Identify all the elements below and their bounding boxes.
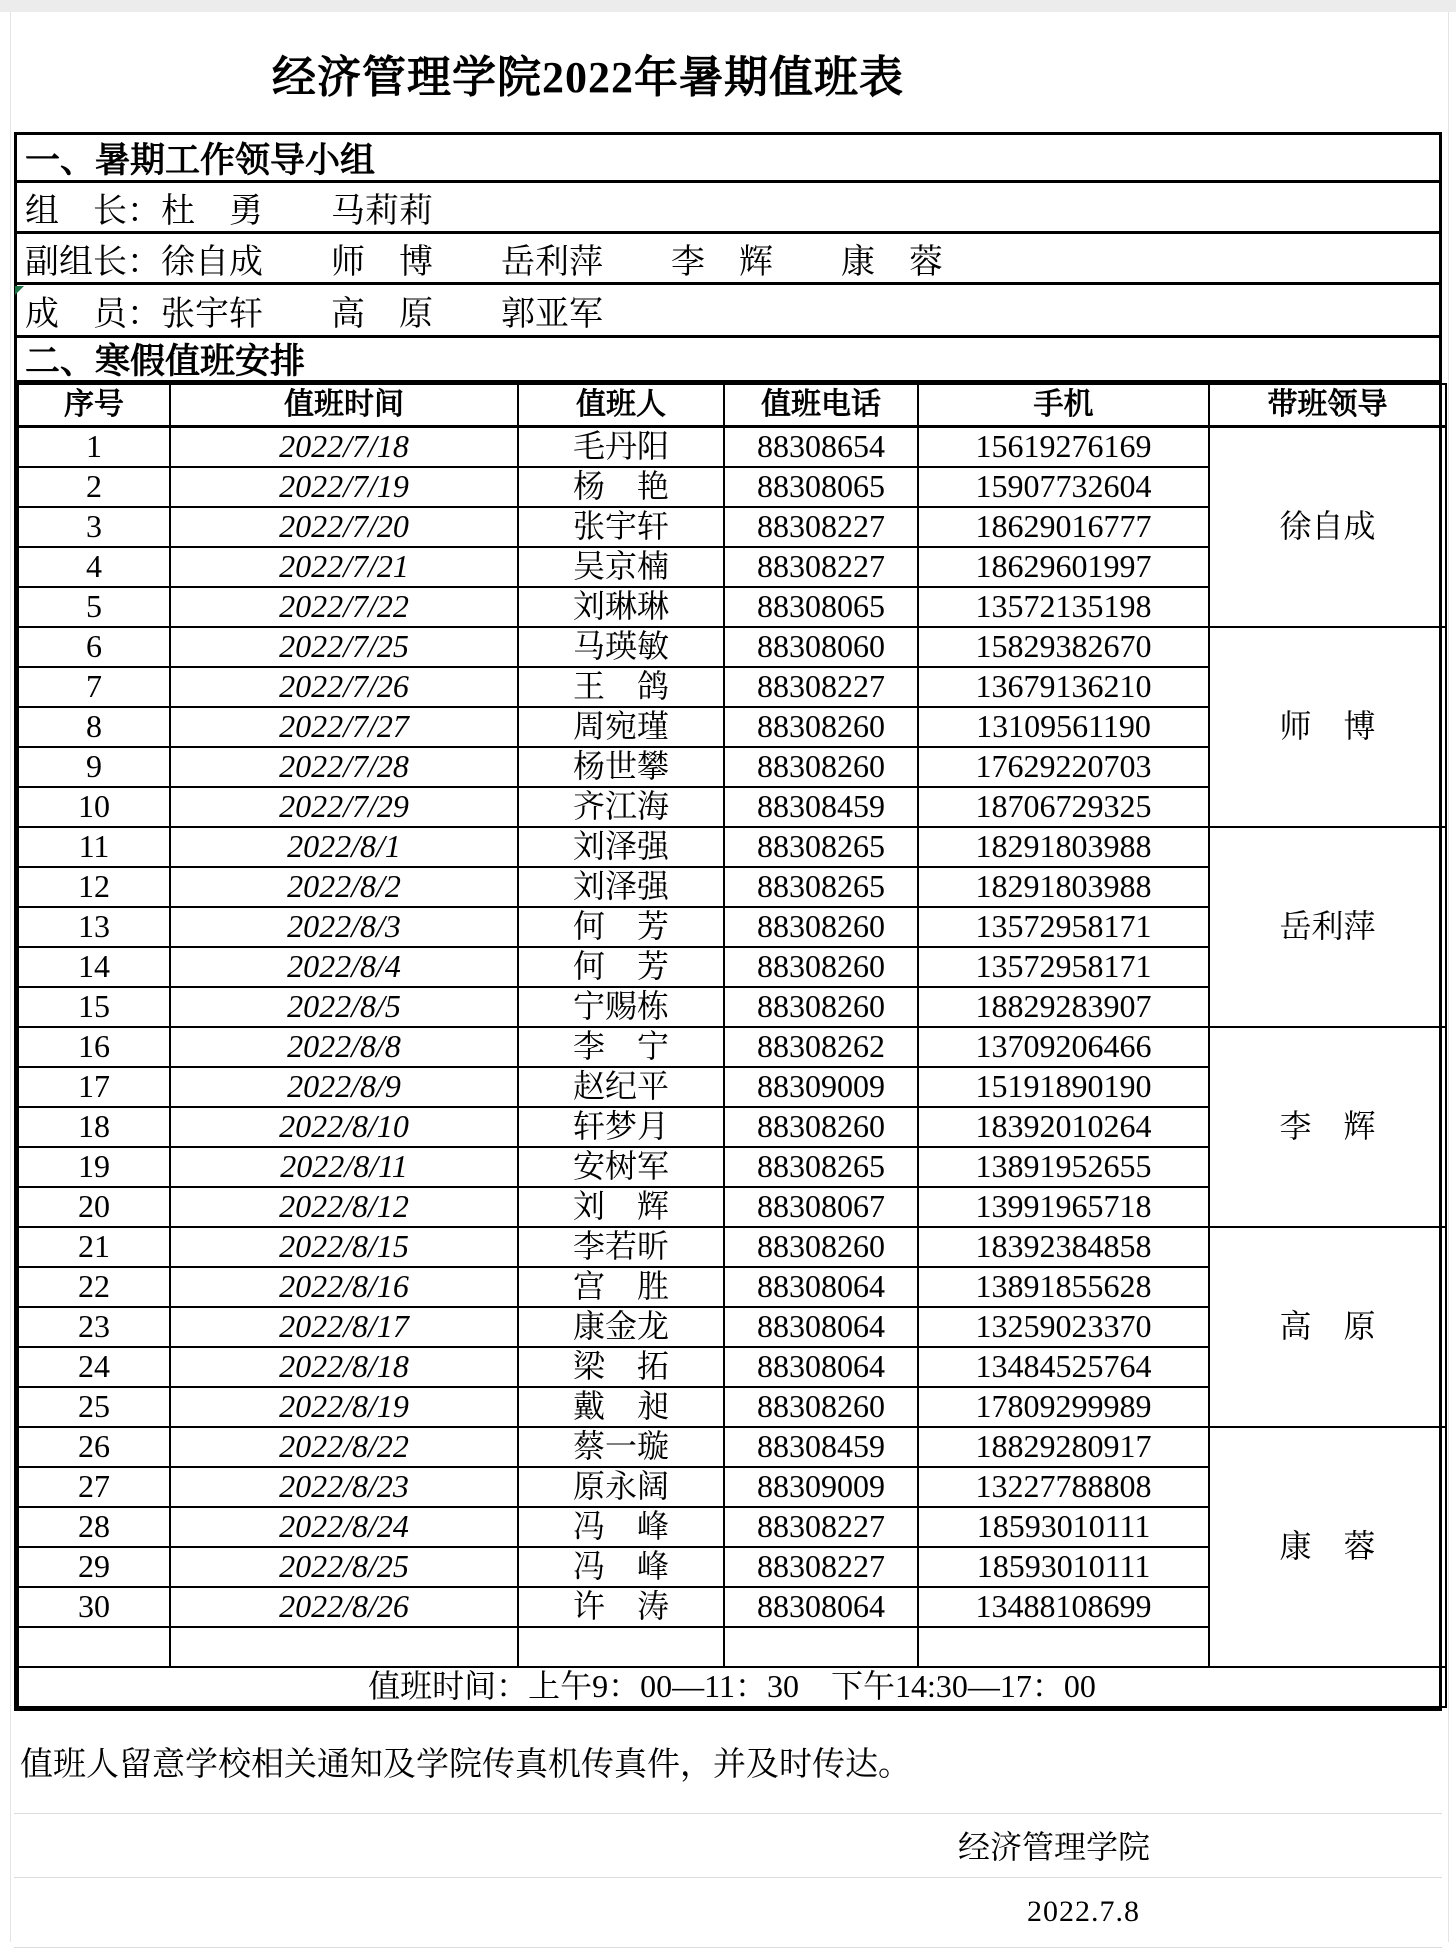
table-row (18, 1027, 1446, 1067)
column-header: 值班电话 (724, 384, 918, 427)
cell-leader: 高 原 (1209, 1227, 1446, 1427)
cell-date: 2022/7/21 (170, 547, 518, 587)
cell-date: 2022/8/16 (170, 1267, 518, 1307)
cell-serial: 8 (18, 707, 170, 747)
cell-serial: 3 (18, 507, 170, 547)
cell-date: 2022/8/15 (170, 1227, 518, 1267)
title-row (14, 14, 1442, 132)
cell-serial: 9 (18, 747, 170, 787)
section-heading-leadership (17, 135, 1439, 183)
cell-phone: 88308065 (724, 467, 918, 507)
cell-mobile: 18829280917 (918, 1427, 1209, 1467)
cell-serial: 23 (18, 1307, 170, 1347)
leadership-label: 副组长： (25, 243, 161, 281)
column-header: 带班领导 (1209, 384, 1446, 427)
cell-phone: 88308459 (724, 787, 918, 827)
cell-person: 梁 拓 (518, 1347, 724, 1387)
hours-note: 值班时间：上午9：00—11：30 下午14:30—17：00 (18, 1667, 1446, 1707)
cell-mobile: 18829283907 (918, 987, 1209, 1027)
issue-date-text: 2022.7.8 (1027, 1895, 1140, 1928)
cell-person: 何 芳 (518, 947, 724, 987)
cell-serial: 12 (18, 867, 170, 907)
signature-row (14, 1814, 1442, 1878)
cell-serial: 28 (18, 1507, 170, 1547)
cell-serial: 27 (18, 1467, 170, 1507)
cell-serial: 18 (18, 1107, 170, 1147)
cell-serial: 19 (18, 1147, 170, 1187)
cell-serial: 21 (18, 1227, 170, 1267)
cell-phone: 88308260 (724, 1107, 918, 1147)
cell-phone: 88308260 (724, 907, 918, 947)
cell-person: 冯 峰 (518, 1507, 724, 1547)
cell-serial: 24 (18, 1347, 170, 1387)
cell-phone: 88308262 (724, 1027, 918, 1067)
column-header: 手机 (918, 384, 1209, 427)
cell-date: 2022/8/5 (170, 987, 518, 1027)
cell-person: 冯 峰 (518, 1547, 724, 1587)
cell-date: 2022/7/25 (170, 627, 518, 667)
cell-date: 2022/8/8 (170, 1027, 518, 1067)
cell-serial: 4 (18, 547, 170, 587)
cell-mobile: 13572958171 (918, 907, 1209, 947)
cell-person: 许 涛 (518, 1587, 724, 1627)
table-row (18, 1427, 1446, 1467)
page-top-margin (0, 0, 1456, 12)
cell-serial: 22 (18, 1267, 170, 1307)
cell-phone: 88308227 (724, 1507, 918, 1547)
cell-date: 2022/8/24 (170, 1507, 518, 1547)
cell-phone: 88308459 (724, 1427, 918, 1467)
empty-cell (518, 1627, 724, 1667)
cell-person: 李 宁 (518, 1027, 724, 1067)
cell-mobile: 15907732604 (918, 467, 1209, 507)
table-row (18, 627, 1446, 667)
cell-date: 2022/8/4 (170, 947, 518, 987)
cell-serial: 6 (18, 627, 170, 667)
cell-leader: 岳利萍 (1209, 827, 1446, 1027)
empty-cell (18, 1627, 170, 1667)
section-heading-duty-text: 二、寒假值班安排 (25, 342, 306, 381)
cell-serial: 11 (18, 827, 170, 867)
leadership-names: 徐自成 师 博 岳利萍 李 辉 康 蓉 (161, 243, 943, 281)
cell-phone: 88308260 (724, 947, 918, 987)
cell-mobile: 13891952655 (918, 1147, 1209, 1187)
cell-mobile: 13484525764 (918, 1347, 1209, 1387)
cell-phone: 88308064 (724, 1587, 918, 1627)
cell-person: 赵纪平 (518, 1067, 724, 1107)
cell-phone: 88308064 (724, 1347, 918, 1387)
duty-table-header-row (18, 384, 1446, 427)
cell-serial: 10 (18, 787, 170, 827)
empty-cell (918, 1627, 1209, 1667)
cell-mobile: 18629016777 (918, 507, 1209, 547)
duty-sheet (14, 132, 1442, 1711)
signature-text: 经济管理学院 (957, 1829, 1150, 1865)
section-heading-duty (17, 338, 1439, 383)
cell-date: 2022/7/22 (170, 587, 518, 627)
cell-person: 戴 昶 (518, 1387, 724, 1427)
cell-serial: 16 (18, 1027, 170, 1067)
cell-mobile: 13991965718 (918, 1187, 1209, 1227)
cell-phone: 88308260 (724, 1387, 918, 1427)
cell-phone: 88308260 (724, 1227, 918, 1267)
leadership-row-members (17, 285, 1439, 338)
page-title: 经济管理学院2022年暑期值班表 (272, 53, 904, 102)
cell-serial: 25 (18, 1387, 170, 1427)
column-header: 值班人 (518, 384, 724, 427)
cell-mobile: 18291803988 (918, 827, 1209, 867)
cell-phone: 88308065 (724, 587, 918, 627)
cell-phone: 88309009 (724, 1467, 918, 1507)
cell-person: 杨世攀 (518, 747, 724, 787)
cell-person: 马瑛敏 (518, 627, 724, 667)
cell-person: 康金龙 (518, 1307, 724, 1347)
cell-date: 2022/7/29 (170, 787, 518, 827)
cell-serial: 15 (18, 987, 170, 1027)
cell-person: 刘泽强 (518, 827, 724, 867)
table-row (18, 827, 1446, 867)
issue-date-row (14, 1878, 1442, 1948)
cell-date: 2022/7/20 (170, 507, 518, 547)
cell-leader: 李 辉 (1209, 1027, 1446, 1227)
cell-person: 王 鸽 (518, 667, 724, 707)
cell-leader: 康 蓉 (1209, 1427, 1446, 1667)
cell-leader: 徐自成 (1209, 427, 1446, 627)
cell-date: 2022/8/25 (170, 1547, 518, 1587)
cell-phone: 88308654 (724, 427, 918, 467)
section-heading-leadership-text: 一、暑期工作领导小组 (25, 140, 376, 180)
duty-table-body (18, 427, 1446, 1707)
cell-date: 2022/7/28 (170, 747, 518, 787)
cell-date: 2022/7/19 (170, 467, 518, 507)
cell-mobile: 13891855628 (918, 1267, 1209, 1307)
cell-serial: 2 (18, 467, 170, 507)
cell-serial: 29 (18, 1547, 170, 1587)
cell-date: 2022/8/26 (170, 1587, 518, 1627)
cell-mobile: 13572958171 (918, 947, 1209, 987)
cell-mobile: 17629220703 (918, 747, 1209, 787)
cell-date: 2022/8/11 (170, 1147, 518, 1187)
cell-phone: 88308265 (724, 867, 918, 907)
cell-person: 原永阔 (518, 1467, 724, 1507)
cell-phone: 88308067 (724, 1187, 918, 1227)
cell-mobile: 18392010264 (918, 1107, 1209, 1147)
cell-person: 轩梦月 (518, 1107, 724, 1147)
cell-mobile: 15829382670 (918, 627, 1209, 667)
cell-date: 2022/8/18 (170, 1347, 518, 1387)
cell-person: 宫 胜 (518, 1267, 724, 1307)
cell-mobile: 18593010111 (918, 1547, 1209, 1587)
cell-mobile: 13488108699 (918, 1587, 1209, 1627)
cell-mobile: 13227788808 (918, 1467, 1209, 1507)
table-row (18, 1227, 1446, 1267)
cell-mobile: 15191890190 (918, 1067, 1209, 1107)
column-header: 序号 (18, 384, 170, 427)
cell-mobile: 18706729325 (918, 787, 1209, 827)
leadership-names: 杜 勇 马莉莉 (161, 192, 433, 230)
cell-mobile: 13572135198 (918, 587, 1209, 627)
cell-mobile: 13109561190 (918, 707, 1209, 747)
cell-date: 2022/8/2 (170, 867, 518, 907)
cell-person: 周宛瑾 (518, 707, 724, 747)
cell-person: 毛丹阳 (518, 427, 724, 467)
cell-phone: 88308265 (724, 827, 918, 867)
cell-phone: 88308227 (724, 507, 918, 547)
cell-date: 2022/8/19 (170, 1387, 518, 1427)
cell-date: 2022/7/18 (170, 427, 518, 467)
cell-phone: 88308064 (724, 1307, 918, 1347)
cell-person: 安树军 (518, 1147, 724, 1187)
cell-date: 2022/8/23 (170, 1467, 518, 1507)
cell-person: 刘琳琳 (518, 587, 724, 627)
cell-date: 2022/8/3 (170, 907, 518, 947)
cell-phone: 88308260 (724, 987, 918, 1027)
cell-person: 杨 艳 (518, 467, 724, 507)
cell-serial: 26 (18, 1427, 170, 1467)
cell-date: 2022/8/9 (170, 1067, 518, 1107)
leadership-names: 张宇轩 高 原 郭亚军 (161, 295, 603, 333)
leadership-row-deputy (17, 234, 1439, 285)
cell-mobile: 18593010111 (918, 1507, 1209, 1547)
cell-leader: 师 博 (1209, 627, 1446, 827)
cell-person: 张宇轩 (518, 507, 724, 547)
cell-mobile: 13679136210 (918, 667, 1209, 707)
cell-serial: 20 (18, 1187, 170, 1227)
cell-date: 2022/7/26 (170, 667, 518, 707)
duty-table (17, 383, 1447, 1708)
cell-person: 宁赐栋 (518, 987, 724, 1027)
cell-phone: 88308060 (724, 627, 918, 667)
cell-serial: 13 (18, 907, 170, 947)
cell-mobile: 13259023370 (918, 1307, 1209, 1347)
hours-row (18, 1667, 1446, 1707)
cell-serial: 1 (18, 427, 170, 467)
cell-person: 何 芳 (518, 907, 724, 947)
cell-serial: 17 (18, 1067, 170, 1107)
cell-date: 2022/8/1 (170, 827, 518, 867)
cell-serial: 5 (18, 587, 170, 627)
cell-phone: 88308227 (724, 547, 918, 587)
cell-phone: 88308227 (724, 1547, 918, 1587)
leadership-label: 组 长： (25, 192, 161, 230)
cell-phone: 88308265 (724, 1147, 918, 1187)
cell-serial: 30 (18, 1587, 170, 1627)
cell-mobile: 18392384858 (918, 1227, 1209, 1267)
cell-date: 2022/8/12 (170, 1187, 518, 1227)
cell-person: 刘 辉 (518, 1187, 724, 1227)
cell-phone: 88308064 (724, 1267, 918, 1307)
cell-phone: 88309009 (724, 1067, 918, 1107)
cell-serial: 14 (18, 947, 170, 987)
column-header: 值班时间 (170, 384, 518, 427)
leadership-row-head (17, 183, 1439, 234)
cell-person: 刘泽强 (518, 867, 724, 907)
cell-mobile: 17809299989 (918, 1387, 1209, 1427)
cell-date: 2022/8/22 (170, 1427, 518, 1467)
cell-phone: 88308227 (724, 667, 918, 707)
cell-date: 2022/7/27 (170, 707, 518, 747)
notice-text: 值班人留意学校相关通知及学院传真机传真件，并及时传达。 (20, 1747, 911, 1783)
cell-date: 2022/8/10 (170, 1107, 518, 1147)
empty-cell (724, 1627, 918, 1667)
table-row (18, 427, 1446, 467)
cell-serial: 7 (18, 667, 170, 707)
cell-person: 李若昕 (518, 1227, 724, 1267)
cell-mobile: 18291803988 (918, 867, 1209, 907)
cell-mobile: 13709206466 (918, 1027, 1209, 1067)
sheet-content (14, 14, 1442, 1948)
cell-date: 2022/8/17 (170, 1307, 518, 1347)
cell-person: 齐江海 (518, 787, 724, 827)
empty-cell (170, 1627, 518, 1667)
cell-phone: 88308260 (724, 747, 918, 787)
notice-row (14, 1711, 1442, 1814)
cell-mobile: 15619276169 (918, 427, 1209, 467)
leadership-label: 成 员： (25, 295, 161, 333)
cell-mobile: 18629601997 (918, 547, 1209, 587)
cell-person: 吴京楠 (518, 547, 724, 587)
cell-phone: 88308260 (724, 707, 918, 747)
cell-person: 蔡一璇 (518, 1427, 724, 1467)
